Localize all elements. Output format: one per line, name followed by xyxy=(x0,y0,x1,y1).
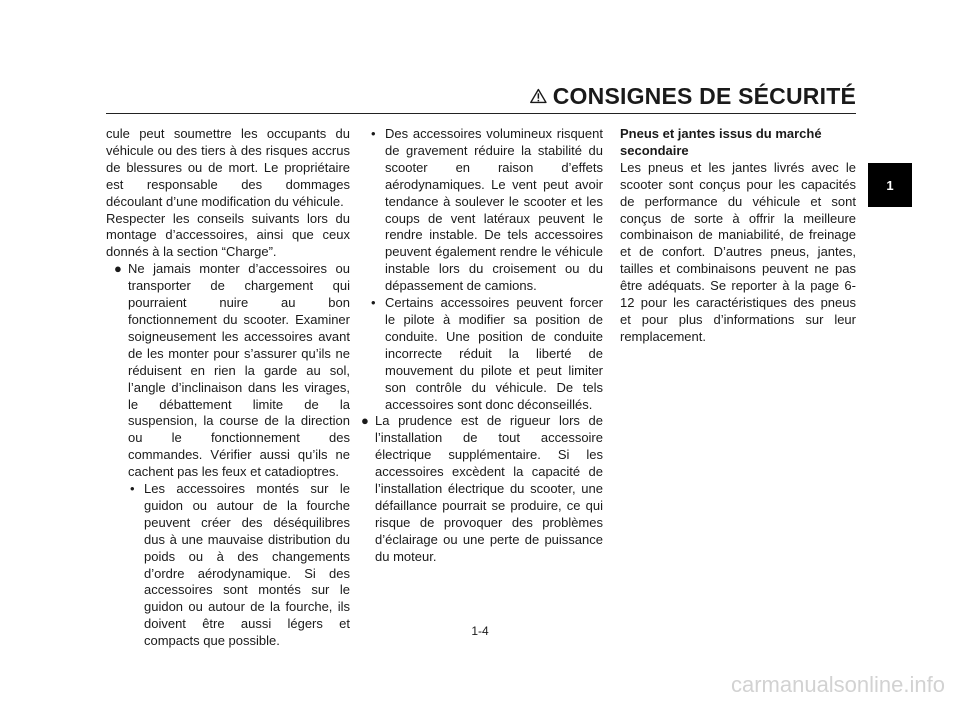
bullet-marker: ● xyxy=(361,413,369,429)
sub-bullet-item xyxy=(369,126,603,295)
bullet-marker: ● xyxy=(114,261,122,277)
sub-bullet-marker: • xyxy=(130,481,135,497)
sub-bullet-item xyxy=(369,295,603,413)
page-title: CONSIGNES DE SÉCURITÉ xyxy=(552,82,856,109)
sub-bullet-marker: • xyxy=(371,295,376,311)
watermark: carmanualsonline.info xyxy=(730,672,945,697)
intro-paragraph: cule peut soumettre les occupants du véhicule ou des tiers à des risques accrus de blessures ou de mort. Le propriétaire est responsable des dommages découlant d’une modification du véhicule. xyxy=(106,126,350,209)
chapter-tab: 1 xyxy=(868,163,912,207)
column-1 xyxy=(106,126,350,650)
sub-bullet-text: Les accessoires montés sur le guidon ou autour de la fourche peuvent créer des déséquilibres dus à une mauvaise distribution du poids ou à des changements d’ordre aérodynamique. Si des accessoires sont montés sur le guidon ou autour de la fourche, ils doivent être aussi légers et compacts que possible. xyxy=(144,481,350,649)
column-2 xyxy=(359,126,603,566)
section-header xyxy=(530,80,856,112)
sub-bullet-text: Certains accessoires peuvent forcer le pilote à modifier sa position de conduite. Une position de conduite incorrecte réduit la liberté de mouvement du pilote et peut limiter son contrôle du véhicule. De tels accessoires sont donc déconseillés. xyxy=(385,295,603,412)
sub-bullet-text: Des accessoires volumineux risquent de gravement réduire la stabilité du scooter en raison d’effets aérodynamiques. Le vent peut avoir tendance à soulever le scooter et les coups de vent latéraux peuvent le rendre instable. De tels accessoires peuvent également rendre le véhicule instable lors du croisement ou du dépassement de camions. xyxy=(385,126,603,294)
column-3 xyxy=(620,126,856,346)
header-rule xyxy=(106,113,856,114)
section-heading: Pneus et jantes issus du marché secondaire xyxy=(620,126,822,158)
sub-bullet-marker: • xyxy=(371,126,376,141)
bullet-item xyxy=(359,413,603,565)
section-body: Les pneus et les jantes livrés avec le scooter sont conçus pour les capacités de performance du véhicule et sont conçus de sorte à offrir la meilleure combinaison de maniabilité, de freinage et de confort. D’autres pneus, jantes, tailles et combinaisons peuvent ne pas être adéquats. Se reporter à la page 6-12 pour les caractéristiques des pneus et pour plus d’informations sur leur remplacement. xyxy=(620,159,856,344)
page-number: 1-4 xyxy=(471,624,489,638)
bullet-item xyxy=(112,261,350,481)
instruction-paragraph: Respecter les conseils suivants lors du montage d’accessoires, ainsi que ceux donnés à la section “Charge”. xyxy=(106,210,350,260)
bullet-text: Ne jamais monter d’accessoires ou transporter de chargement qui pourraient nuire au bon fonctionnement du scooter. Examiner soigneusement les accessoires avant de les monter pour s’assurer qu’ils ne réduisent en rien la garde au sol, l’angle d’inclinaison dans les virages, le débattement limite de la suspension, la course de la direction ou le fonctionnement des commandes. Vérifier aussi qu’ils ne cachent pas les feux et catadioptres. xyxy=(128,261,350,480)
warning-triangle-icon xyxy=(530,86,547,106)
bullet-text: La prudence est de rigueur lors de l’installation de tout accessoire électrique supplémentaire. Si les accessoires excèdent la capacité de l’installation électrique du scooter, une défaillance pourrait se produire, ce qui risque de provoquer des problèmes d’éclairage ou une perte de puissance du moteur. xyxy=(375,413,603,564)
